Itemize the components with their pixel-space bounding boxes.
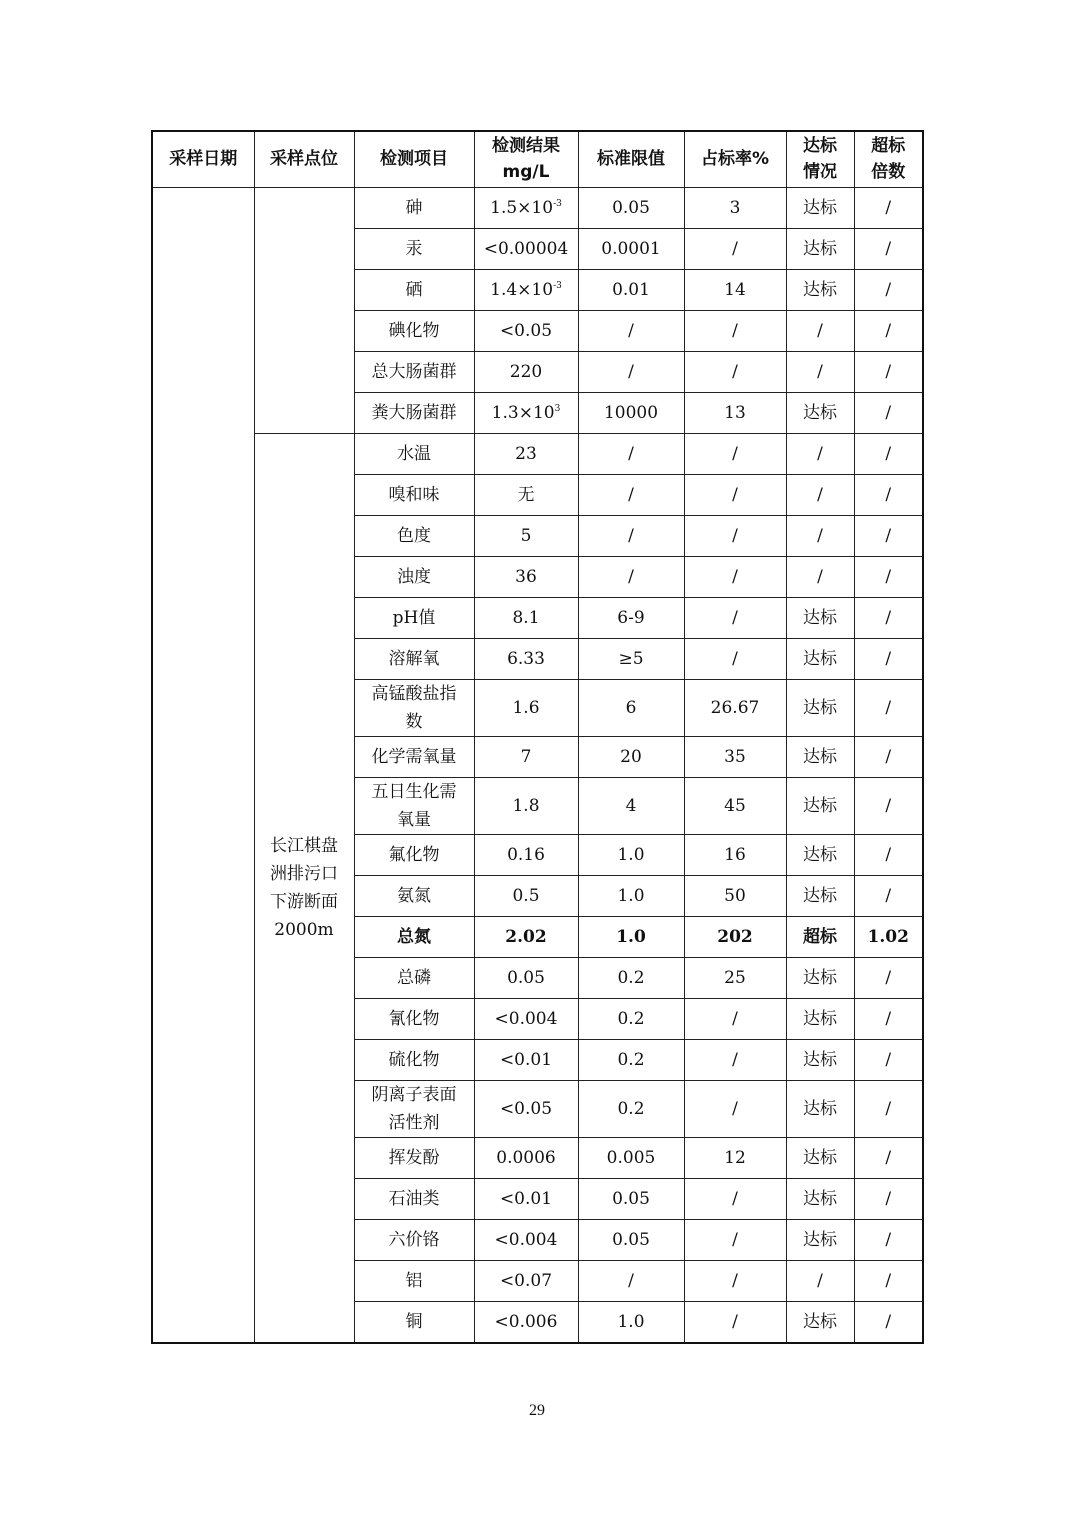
item-cell (354, 777, 474, 834)
ratio-cell: / (684, 998, 786, 1039)
excess-cell: / (854, 392, 923, 433)
result-value: <0.01 (499, 1049, 553, 1070)
item-cell: 水温 (354, 433, 474, 474)
excess-cell: / (854, 1039, 923, 1080)
result-cell (474, 998, 578, 1039)
sampling-site-cell-upper (254, 187, 354, 433)
result-value: 8.1 (512, 607, 540, 628)
status-cell: 达标 (786, 1301, 854, 1343)
item-cell: 氰化物 (354, 998, 474, 1039)
table-row (152, 433, 923, 474)
status-cell: 达标 (786, 269, 854, 310)
header-test-item: 检测项目 (354, 131, 474, 187)
excess-cell: / (854, 834, 923, 875)
result-cell (474, 1219, 578, 1260)
result-value: 5 (520, 525, 532, 546)
status-cell: / (786, 433, 854, 474)
excess-cell: / (854, 1301, 923, 1343)
limit-cell: 10000 (578, 392, 684, 433)
item-cell: 碘化物 (354, 310, 474, 351)
result-cell (474, 1260, 578, 1301)
result-value: 0.5 (512, 885, 540, 906)
result-cell (474, 1080, 578, 1137)
result-cell (474, 351, 578, 392)
limit-cell: / (578, 556, 684, 597)
sampling-site-cell (254, 433, 354, 1343)
result-cell (474, 515, 578, 556)
result-value: 23 (515, 443, 537, 464)
result-value: 1.6 (512, 697, 540, 718)
status-cell: 达标 (786, 1080, 854, 1137)
item-line: 五日生化需 (371, 781, 457, 802)
header-excess-line2: 倍数 (871, 162, 906, 183)
item-cell: 总磷 (354, 957, 474, 998)
result-cell (474, 875, 578, 916)
ratio-cell: 12 (684, 1137, 786, 1178)
item-cell: 嗅和味 (354, 474, 474, 515)
limit-cell: 0.2 (578, 957, 684, 998)
excess-cell: / (854, 736, 923, 777)
header-excess-line1: 超标 (871, 136, 906, 157)
result-value: <0.00004 (483, 238, 569, 259)
status-cell: 达标 (786, 679, 854, 736)
limit-cell: 1.0 (578, 834, 684, 875)
item-cell: 铝 (354, 1260, 474, 1301)
item-cell (354, 1080, 474, 1137)
result-value: 无 (517, 484, 535, 505)
excess-cell: / (854, 1260, 923, 1301)
status-cell: / (786, 310, 854, 351)
limit-cell: / (578, 474, 684, 515)
result-cell (474, 187, 578, 228)
status-cell: / (786, 556, 854, 597)
ratio-cell: / (684, 310, 786, 351)
excess-cell: / (854, 679, 923, 736)
limit-cell: 4 (578, 777, 684, 834)
header-status-line1: 达标 (803, 136, 837, 157)
item-cell: 溶解氧 (354, 638, 474, 679)
item-cell: 总氮 (354, 916, 474, 957)
water-quality-table (151, 130, 924, 1344)
result-cell (474, 1137, 578, 1178)
result-value: <0.05 (499, 320, 553, 341)
ratio-cell: / (684, 1039, 786, 1080)
excess-cell: / (854, 1080, 923, 1137)
sampling-date-cell (152, 187, 254, 1343)
result-value: 2.02 (505, 926, 547, 947)
header-sampling-date: 采样日期 (152, 131, 254, 187)
result-cell (474, 777, 578, 834)
limit-cell: / (578, 1260, 684, 1301)
result-value: 1.3×10 (491, 402, 555, 423)
status-cell: 达标 (786, 875, 854, 916)
ratio-cell: 26.67 (684, 679, 786, 736)
excess-cell: / (854, 269, 923, 310)
limit-cell: 0.05 (578, 1219, 684, 1260)
item-cell: 挥发酚 (354, 1137, 474, 1178)
item-cell: pH值 (354, 597, 474, 638)
status-cell: 达标 (786, 736, 854, 777)
result-exponent: -3 (553, 198, 562, 209)
limit-cell: / (578, 515, 684, 556)
status-cell: / (786, 474, 854, 515)
limit-cell: 6 (578, 679, 684, 736)
limit-cell: 0.0001 (578, 228, 684, 269)
ratio-cell: / (684, 1219, 786, 1260)
result-value: 36 (515, 566, 537, 587)
excess-cell: / (854, 351, 923, 392)
result-value: 6.33 (507, 648, 545, 669)
status-cell: 达标 (786, 638, 854, 679)
result-value: 0.16 (507, 844, 545, 865)
ratio-cell: 13 (684, 392, 786, 433)
header-excess (854, 131, 923, 187)
status-cell: / (786, 1260, 854, 1301)
limit-cell: ≥5 (578, 638, 684, 679)
result-value: <0.01 (499, 1188, 553, 1209)
result-value: 1.5×10 (490, 197, 554, 218)
item-cell: 色度 (354, 515, 474, 556)
status-cell: 达标 (786, 834, 854, 875)
result-value: 1.4×10 (490, 279, 554, 300)
header-result (474, 131, 578, 187)
excess-cell: / (854, 597, 923, 638)
ratio-cell: / (684, 515, 786, 556)
status-cell: 达标 (786, 1219, 854, 1260)
header-sampling-site: 采样点位 (254, 131, 354, 187)
item-cell: 氟化物 (354, 834, 474, 875)
ratio-cell: 16 (684, 834, 786, 875)
ratio-cell: / (684, 1260, 786, 1301)
limit-cell: 6-9 (578, 597, 684, 638)
status-cell: 达标 (786, 1178, 854, 1219)
item-cell: 汞 (354, 228, 474, 269)
excess-cell: / (854, 638, 923, 679)
limit-cell: 0.2 (578, 1039, 684, 1080)
result-cell (474, 392, 578, 433)
result-cell (474, 1039, 578, 1080)
status-cell: 达标 (786, 1039, 854, 1080)
result-value: <0.05 (499, 1098, 553, 1119)
excess-cell: / (854, 1137, 923, 1178)
limit-cell: 0.01 (578, 269, 684, 310)
result-cell (474, 310, 578, 351)
item-cell: 硒 (354, 269, 474, 310)
header-standard-limit: 标准限值 (578, 131, 684, 187)
excess-cell: / (854, 1178, 923, 1219)
item-line: 活性剂 (388, 1112, 440, 1133)
ratio-cell: / (684, 597, 786, 638)
item-cell: 粪大肠菌群 (354, 392, 474, 433)
limit-cell: 0.2 (578, 1080, 684, 1137)
result-value: 220 (509, 361, 543, 382)
status-cell: 达标 (786, 998, 854, 1039)
status-cell: 达标 (786, 597, 854, 638)
item-cell: 总大肠菌群 (354, 351, 474, 392)
limit-cell: / (578, 351, 684, 392)
ratio-cell: / (684, 1178, 786, 1219)
result-cell (474, 957, 578, 998)
result-cell (474, 834, 578, 875)
header-row (152, 131, 923, 187)
site-name-line: 2000m (274, 919, 334, 940)
table-body (152, 187, 923, 1343)
status-cell: 达标 (786, 777, 854, 834)
result-cell (474, 638, 578, 679)
result-value: 0.0006 (496, 1147, 556, 1168)
result-cell (474, 474, 578, 515)
ratio-cell: / (684, 228, 786, 269)
status-cell: 达标 (786, 392, 854, 433)
limit-cell: 0.05 (578, 1178, 684, 1219)
excess-cell: / (854, 310, 923, 351)
result-exponent: 3 (554, 403, 561, 414)
excess-cell: / (854, 187, 923, 228)
page-number: 29 (529, 1402, 545, 1419)
ratio-cell: 35 (684, 736, 786, 777)
result-cell (474, 228, 578, 269)
limit-cell: / (578, 310, 684, 351)
item-line: 数 (405, 711, 423, 732)
item-cell (354, 679, 474, 736)
result-cell (474, 1178, 578, 1219)
ratio-cell: 50 (684, 875, 786, 916)
site-name-line: 长江棋盘 (270, 835, 338, 856)
limit-cell: 1.0 (578, 1301, 684, 1343)
item-cell: 浊度 (354, 556, 474, 597)
result-cell (474, 556, 578, 597)
excess-cell: 1.02 (854, 916, 923, 957)
ratio-cell: / (684, 474, 786, 515)
ratio-cell: 25 (684, 957, 786, 998)
item-cell: 铜 (354, 1301, 474, 1343)
result-cell (474, 1301, 578, 1343)
header-status-line2: 情况 (803, 162, 837, 183)
excess-cell: / (854, 556, 923, 597)
excess-cell: / (854, 228, 923, 269)
status-cell: 达标 (786, 228, 854, 269)
ratio-cell: / (684, 638, 786, 679)
limit-cell: 0.005 (578, 1137, 684, 1178)
excess-cell: / (854, 433, 923, 474)
status-cell: / (786, 515, 854, 556)
ratio-cell: / (684, 433, 786, 474)
item-cell: 氨氮 (354, 875, 474, 916)
limit-cell: 0.2 (578, 998, 684, 1039)
item-cell: 六价铬 (354, 1219, 474, 1260)
ratio-cell: 202 (684, 916, 786, 957)
result-value: <0.004 (494, 1229, 558, 1250)
ratio-cell: 14 (684, 269, 786, 310)
excess-cell: / (854, 957, 923, 998)
result-exponent: -3 (553, 280, 562, 291)
result-value: <0.004 (494, 1008, 558, 1029)
item-cell: 石油类 (354, 1178, 474, 1219)
limit-cell: 1.0 (578, 875, 684, 916)
status-cell: 达标 (786, 187, 854, 228)
result-cell (474, 597, 578, 638)
status-cell: 达标 (786, 957, 854, 998)
item-line: 阴离子表面 (371, 1084, 457, 1105)
excess-cell: / (854, 474, 923, 515)
limit-cell: 1.0 (578, 916, 684, 957)
status-cell: / (786, 351, 854, 392)
result-cell (474, 269, 578, 310)
result-value: <0.006 (494, 1311, 558, 1332)
result-cell (474, 433, 578, 474)
result-value: 1.8 (512, 795, 540, 816)
limit-cell: / (578, 433, 684, 474)
header-result-line2: mg/L (502, 162, 550, 183)
site-name-line: 下游断面 (270, 891, 338, 912)
result-cell (474, 679, 578, 736)
header-status (786, 131, 854, 187)
limit-cell: 20 (578, 736, 684, 777)
item-cell: 硫化物 (354, 1039, 474, 1080)
ratio-cell: / (684, 351, 786, 392)
status-cell: 超标 (786, 916, 854, 957)
result-cell (474, 916, 578, 957)
excess-cell: / (854, 875, 923, 916)
excess-cell: / (854, 998, 923, 1039)
ratio-cell: / (684, 1301, 786, 1343)
ratio-cell: / (684, 556, 786, 597)
table-row (152, 187, 923, 228)
ratio-cell: 3 (684, 187, 786, 228)
item-line: 氧量 (397, 809, 431, 830)
result-value: 7 (520, 746, 532, 767)
result-value: <0.07 (499, 1270, 553, 1291)
ratio-cell: / (684, 1080, 786, 1137)
site-name-line: 洲排污口 (270, 863, 338, 884)
result-value: 0.05 (507, 967, 545, 988)
result-cell (474, 736, 578, 777)
item-line: 高锰酸盐指 (371, 683, 457, 704)
header-ratio: 占标率% (684, 131, 786, 187)
status-cell: 达标 (786, 1137, 854, 1178)
excess-cell: / (854, 1219, 923, 1260)
item-cell: 化学需氧量 (354, 736, 474, 777)
limit-cell: 0.05 (578, 187, 684, 228)
excess-cell: / (854, 777, 923, 834)
header-result-line1: 检测结果 (492, 136, 560, 157)
ratio-cell: 45 (684, 777, 786, 834)
excess-cell: / (854, 515, 923, 556)
item-cell: 砷 (354, 187, 474, 228)
